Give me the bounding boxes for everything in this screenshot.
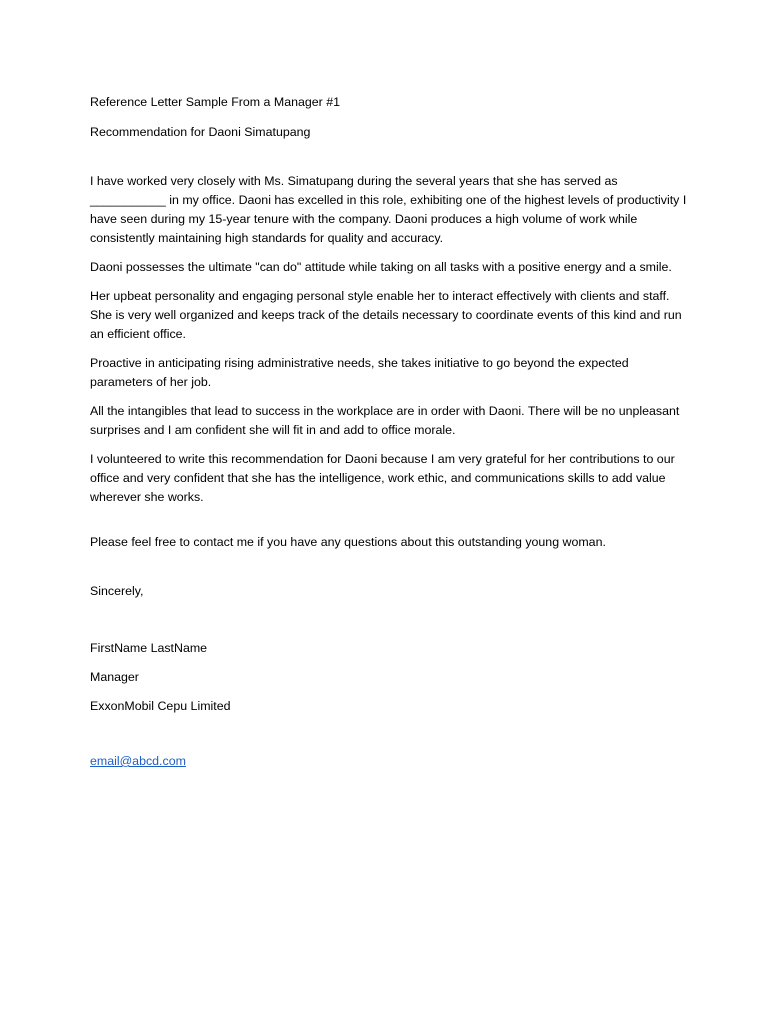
closing: Sincerely, (90, 584, 144, 598)
paragraph-3: Her upbeat personality and engaging personal style enable her to interact effectively with clients and staff. She is very well organized and keeps track of the details necessary to coordinate events of this kind and run an efficient office. (90, 289, 682, 341)
paragraph-5: All the intangibles that lead to success in the workplace are in order with Daoni. There will be no unpleasant surprises and I am confident she will fit in and add to office morale. (90, 404, 680, 437)
signature-company: ExxonMobil Cepu Limited (90, 699, 231, 713)
letter-subtitle: Recommendation for Daoni Simatupang (90, 125, 311, 139)
signature-position: Manager (90, 670, 139, 684)
paragraph-4: Proactive in anticipating rising administrative needs, she takes initiative to go beyond the expected parameters of her job. (90, 356, 629, 389)
paragraph-2: Daoni possesses the ultimate "can do" attitude while taking on all tasks with a positive energy and a smile. (90, 260, 672, 274)
signature-block (90, 639, 688, 716)
paragraph-1: I have worked very closely with Ms. Simatupang during the several years that she has served as ___________ in my office. Daoni has excelled in this role, exhibiting one of the highest levels of productivity I have seen during my 15-year tenure with the company. Daoni produces a high volume of work while consistently maintaining high standards for quality and accuracy. (90, 174, 687, 245)
contact-line: Please feel free to contact me if you have any questions about this outstanding young woman. (90, 535, 606, 549)
email-link[interactable]: email@abcd.com (90, 754, 186, 768)
signature-name: FirstName LastName (90, 641, 208, 655)
paragraph-6: I volunteered to write this recommendation for Daoni because I am very grateful for her contributions to our office and very confident that she has the intelligence, work ethic, and communications skills to add value wherever she works. (90, 452, 675, 504)
letter-title: Reference Letter Sample From a Manager #1 (90, 95, 341, 109)
